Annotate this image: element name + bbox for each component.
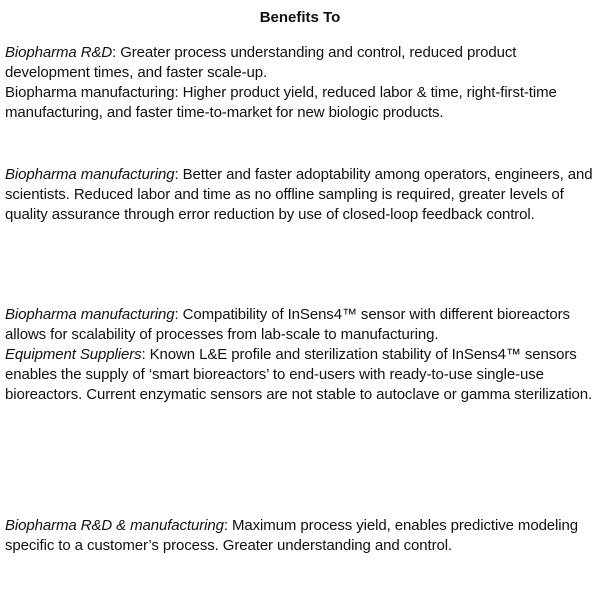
audience-label: Equipment Suppliers	[5, 346, 142, 363]
benefit-text: : Maximum process yield, enables predictive modeling specific to a customer’s process. Greater understanding and control.	[5, 517, 579, 554]
benefit-text: : Known L&E profile and sterilization stability of InSens4™ sensors enables the supply of ‘smart bioreactors’ to end-users with ready-to-use single-use bioreactors. Current enzymatic sensors are not stable to autoclave or gamma sterilization.	[5, 346, 593, 403]
benefit-text: : Compatibility of InSens4™ sensor with different bioreactors allows for scalability of processes from lab-scale to manufacturing.	[5, 306, 570, 343]
benefit-paragraph	[5, 165, 597, 225]
benefit-paragraph	[5, 516, 597, 556]
audience-label: Biopharma R&D & manufacturing	[5, 517, 224, 534]
audience-label: Biopharma R&D	[5, 44, 113, 61]
audience-label: Biopharma manufacturing	[5, 166, 175, 183]
benefit-paragraph	[5, 305, 597, 345]
audience-label: Biopharma manufacturing	[5, 306, 175, 323]
benefit-text: Biopharma manufacturing: Higher product yield, reduced labor & time, right-first-time manufacturing, and faster time-to-market for new biologic products.	[5, 84, 557, 121]
benefit-text: : Better and faster adoptability among operators, engineers, and scientists. Reduced labor and time as no offline sampling is required, greater levels of quality assurance through error reduction by use of closed-loop feedback control.	[5, 166, 593, 223]
benefit-section-rd	[5, 43, 597, 123]
benefit-paragraph	[5, 345, 597, 405]
benefit-text: : Greater process understanding and control, reduced product development times, and faster scale-up.	[5, 44, 517, 81]
benefit-section-scalability	[5, 305, 597, 405]
benefit-paragraph	[5, 43, 597, 83]
benefit-section-yield	[5, 516, 597, 556]
benefit-section-manufacturing	[5, 165, 597, 225]
benefit-paragraph	[5, 83, 597, 123]
page-title: Benefits To	[259, 9, 341, 26]
